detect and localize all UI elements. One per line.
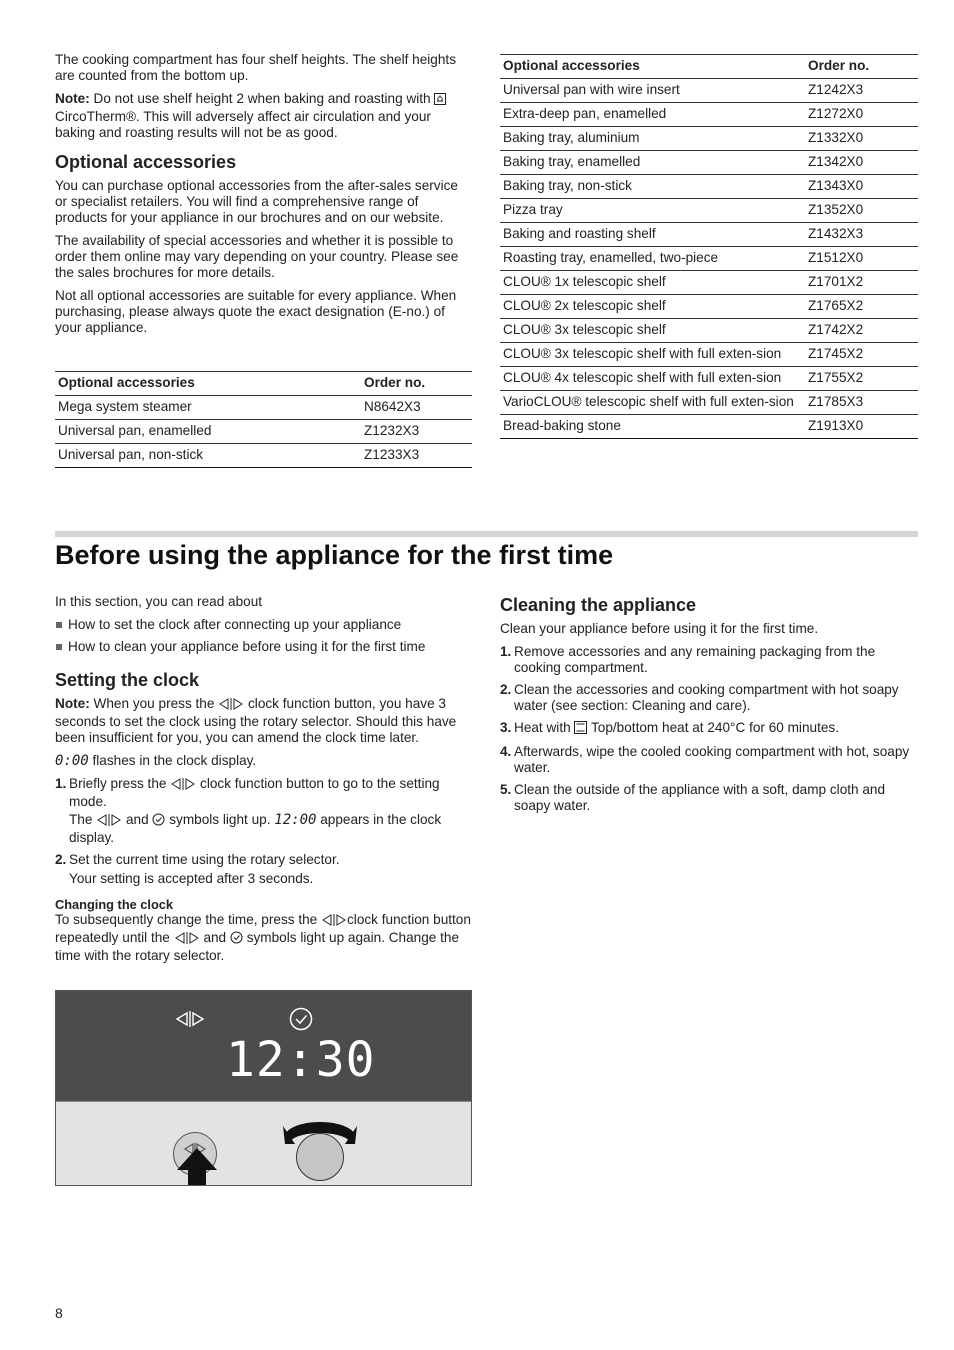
accessory-name: Universal pan, non-stick <box>55 444 361 468</box>
clock-note-post: clock function button, you have 3 seconds to set the clock using the rotary selector. Should this have been insufficient for you, you can amend the clock time later. <box>55 696 457 745</box>
list-item: How to clean your appliance before using it for the first time <box>55 639 473 655</box>
display-timer-icon <box>288 1006 314 1032</box>
change-text: To subsequently change the time, press the <box>55 912 318 927</box>
accessory-name: CLOU® 1x telescopic shelf <box>500 271 805 295</box>
display-clock-function-icon <box>175 1011 205 1027</box>
accessory-name: Universal pan with wire insert <box>500 79 805 103</box>
shelf-heights-text: The cooking compartment has four shelf heights. The shelf heights are counted from the bottom up. <box>55 52 456 83</box>
accessory-name: Mega system steamer <box>55 396 361 420</box>
accessory-name: Extra-deep pan, enamelled <box>500 103 805 127</box>
section-title: Before using the appliance for the first time <box>55 540 614 570</box>
column-header-accessory: Optional accessories <box>500 55 805 79</box>
accessory-name: Baking tray, aluminium <box>500 127 805 151</box>
control-panel-illustration <box>55 990 472 1186</box>
column-header-order-no: Order no. <box>361 372 472 396</box>
clock-note-pre: When you press the <box>93 696 215 711</box>
timer-icon <box>230 931 243 948</box>
table-row <box>500 199 918 223</box>
step-text-post: clock function button to go to the setting mode. <box>69 776 440 809</box>
table-row <box>500 223 918 247</box>
order-number: Z1755X2 <box>805 367 918 391</box>
right-lower-column <box>500 584 918 820</box>
step-text-pre: Heat with <box>514 720 571 735</box>
change-text: and <box>203 930 227 945</box>
order-number: Z1742X2 <box>805 319 918 343</box>
accessories-table-right-wrap <box>500 54 918 439</box>
table-row <box>500 415 918 439</box>
table-header-row <box>55 372 472 396</box>
step-text: Clean the accessories and cooking compartment with hot soapy water (see section: Cleaning and care). <box>514 682 899 713</box>
order-number: Z1432X3 <box>805 223 918 247</box>
note-text-post: CircoTherm®. This will adversely affect air circulation and your baking and roasting results will not be as good. <box>55 109 431 140</box>
order-number: Z1701X2 <box>805 271 918 295</box>
flash-text: flashes in the clock display. <box>92 753 257 768</box>
order-number: Z1913X0 <box>805 415 918 439</box>
table-row <box>500 103 918 127</box>
accessory-name: Pizza tray <box>500 199 805 223</box>
step-number: 2. <box>55 852 67 867</box>
left-lower-column <box>55 594 473 971</box>
table-row <box>500 391 918 415</box>
step-text: Top/bottom heat at 240°C for 60 minutes. <box>590 720 839 735</box>
change-text: symbols light up again. Change the time with the rotary selector. <box>55 930 460 963</box>
display-time: 12:30 <box>226 1032 376 1088</box>
control-area <box>56 1101 472 1186</box>
table-row <box>500 319 918 343</box>
table-row <box>500 343 918 367</box>
step-number: 1. <box>500 644 512 659</box>
table-row <box>500 247 918 271</box>
clock-function-icon <box>321 914 347 930</box>
step-number: 2. <box>500 682 512 697</box>
accessories-table-right <box>500 54 918 439</box>
list-item <box>500 682 918 714</box>
note-label: Note: <box>55 696 90 711</box>
step-text: Clean the outside of the appliance with a soft, damp cloth and soapy water. <box>514 782 886 813</box>
accessory-name: Baking tray, non-stick <box>500 175 805 199</box>
substep-text: appears in the clock display. <box>69 812 442 845</box>
accessories-paragraph-1: You can purchase optional accessories from the after-sales service or specialist retailers. You will find a comprehensive range of products for your appliance in our brochures and on our website. <box>55 178 458 225</box>
clock-digits: 12:00 <box>274 812 317 828</box>
substep-text: symbols light up. <box>169 812 271 827</box>
list-item <box>55 852 473 887</box>
table-row <box>55 420 472 444</box>
rotate-arrow-icon <box>283 1110 357 1150</box>
accessories-table-left-wrap <box>55 371 472 468</box>
accessories-table-left <box>55 371 472 468</box>
step-number: 4. <box>500 744 512 759</box>
table-row <box>500 175 918 199</box>
timer-icon <box>152 813 165 830</box>
step-text: Remove accessories and any remaining packaging from the cooking compartment. <box>514 644 876 675</box>
accessory-name: VarioCLOU® telescopic shelf with full exten-sion <box>500 391 805 415</box>
step-substep: Your setting is accepted after 3 seconds. <box>69 871 314 886</box>
section-intro: In this section, you can read about <box>55 594 263 609</box>
section-divider-bar <box>55 531 918 537</box>
clock-function-icon <box>96 814 122 830</box>
accessory-name: CLOU® 3x telescopic shelf <box>500 319 805 343</box>
order-number: Z1352X0 <box>805 199 918 223</box>
table-row <box>500 271 918 295</box>
table-row <box>500 367 918 391</box>
list-item <box>500 782 918 814</box>
step-number: 1. <box>55 776 67 791</box>
substep-text: The <box>69 812 93 827</box>
list-item: How to set the clock after connecting up your appliance <box>55 617 473 633</box>
step-number: 5. <box>500 782 512 797</box>
change-text: clock function button repeatedly until the <box>55 912 471 945</box>
list-item <box>500 644 918 676</box>
flash-line <box>55 753 473 769</box>
table-header-row <box>500 55 918 79</box>
changing-clock-heading: Changing the clock <box>55 897 174 912</box>
column-header-order-no: Order no. <box>805 55 918 79</box>
changing-clock-text <box>55 912 473 964</box>
step-substep <box>69 812 473 846</box>
substep-text: and <box>126 812 149 827</box>
accessory-name: CLOU® 3x telescopic shelf with full exten-sion <box>500 343 805 367</box>
accessory-name: Roasting tray, enamelled, two-piece <box>500 247 805 271</box>
list-item <box>500 744 918 776</box>
accessories-paragraph-3: Not all optional accessories are suitable for every appliance. When purchasing, please always quote the exact designation (E-no.) of your appliance. <box>55 288 457 335</box>
circotherm-icon <box>434 93 446 109</box>
accessory-name: Bread-baking stone <box>500 415 805 439</box>
note-label: Note: <box>55 91 90 106</box>
list-item <box>500 720 918 738</box>
table-row <box>500 295 918 319</box>
step-text: Set the current time using the rotary selector. <box>69 852 340 867</box>
order-number: Z1332X0 <box>805 127 918 151</box>
page-number: 8 <box>55 1305 63 1321</box>
order-number: Z1272X0 <box>805 103 918 127</box>
circotherm-note <box>55 91 471 141</box>
order-number: Z1765X2 <box>805 295 918 319</box>
top-bottom-heat-icon <box>574 721 587 738</box>
order-number: Z1342X0 <box>805 151 918 175</box>
cleaning-heading: Cleaning the appliance <box>500 595 697 615</box>
clock-function-icon <box>218 698 244 714</box>
setting-clock-heading: Setting the clock <box>55 670 200 690</box>
left-top-column <box>55 52 471 343</box>
accessory-name: Baking and roasting shelf <box>500 223 805 247</box>
section-topics-list <box>55 617 473 655</box>
optional-accessories-heading: Optional accessories <box>55 152 237 172</box>
accessory-name: CLOU® 2x telescopic shelf <box>500 295 805 319</box>
order-number: N8642X3 <box>361 396 472 420</box>
step-text: Afterwards, wipe the cooled cooking compartment with hot, soapy water. <box>514 744 910 775</box>
column-header-accessory: Optional accessories <box>55 372 361 396</box>
press-arrow-icon <box>176 1148 218 1186</box>
table-row <box>500 79 918 103</box>
order-number: Z1785X3 <box>805 391 918 415</box>
order-number: Z1233X3 <box>361 444 472 468</box>
accessory-name: Universal pan, enamelled <box>55 420 361 444</box>
accessories-paragraph-2: The availability of special accessories and whether it is possible to order them online may vary depending on your country. Please see the sales brochures for more details. <box>55 233 459 280</box>
table-row <box>500 151 918 175</box>
accessory-name: Baking tray, enamelled <box>500 151 805 175</box>
clock-function-icon <box>174 932 200 948</box>
flash-digits: 0:00 <box>55 753 89 769</box>
clock-function-icon <box>170 778 196 794</box>
accessory-name: CLOU® 4x telescopic shelf with full exten-sion <box>500 367 805 391</box>
clock-steps-list <box>55 776 473 887</box>
step-text-pre: Briefly press the <box>69 776 167 791</box>
table-row <box>500 127 918 151</box>
order-number: Z1232X3 <box>361 420 472 444</box>
order-number: Z1242X3 <box>805 79 918 103</box>
order-number: Z1343X0 <box>805 175 918 199</box>
clock-note <box>55 696 473 746</box>
note-text-pre: Do not use shelf height 2 when baking and roasting with <box>93 91 431 106</box>
table-row <box>55 396 472 420</box>
order-number: Z1745X2 <box>805 343 918 367</box>
table-row <box>55 444 472 468</box>
cleaning-intro: Clean your appliance before using it for the first time. <box>500 621 819 636</box>
order-number: Z1512X0 <box>805 247 918 271</box>
cleaning-steps-list <box>500 644 918 814</box>
list-item <box>55 776 473 846</box>
step-number: 3. <box>500 720 512 735</box>
